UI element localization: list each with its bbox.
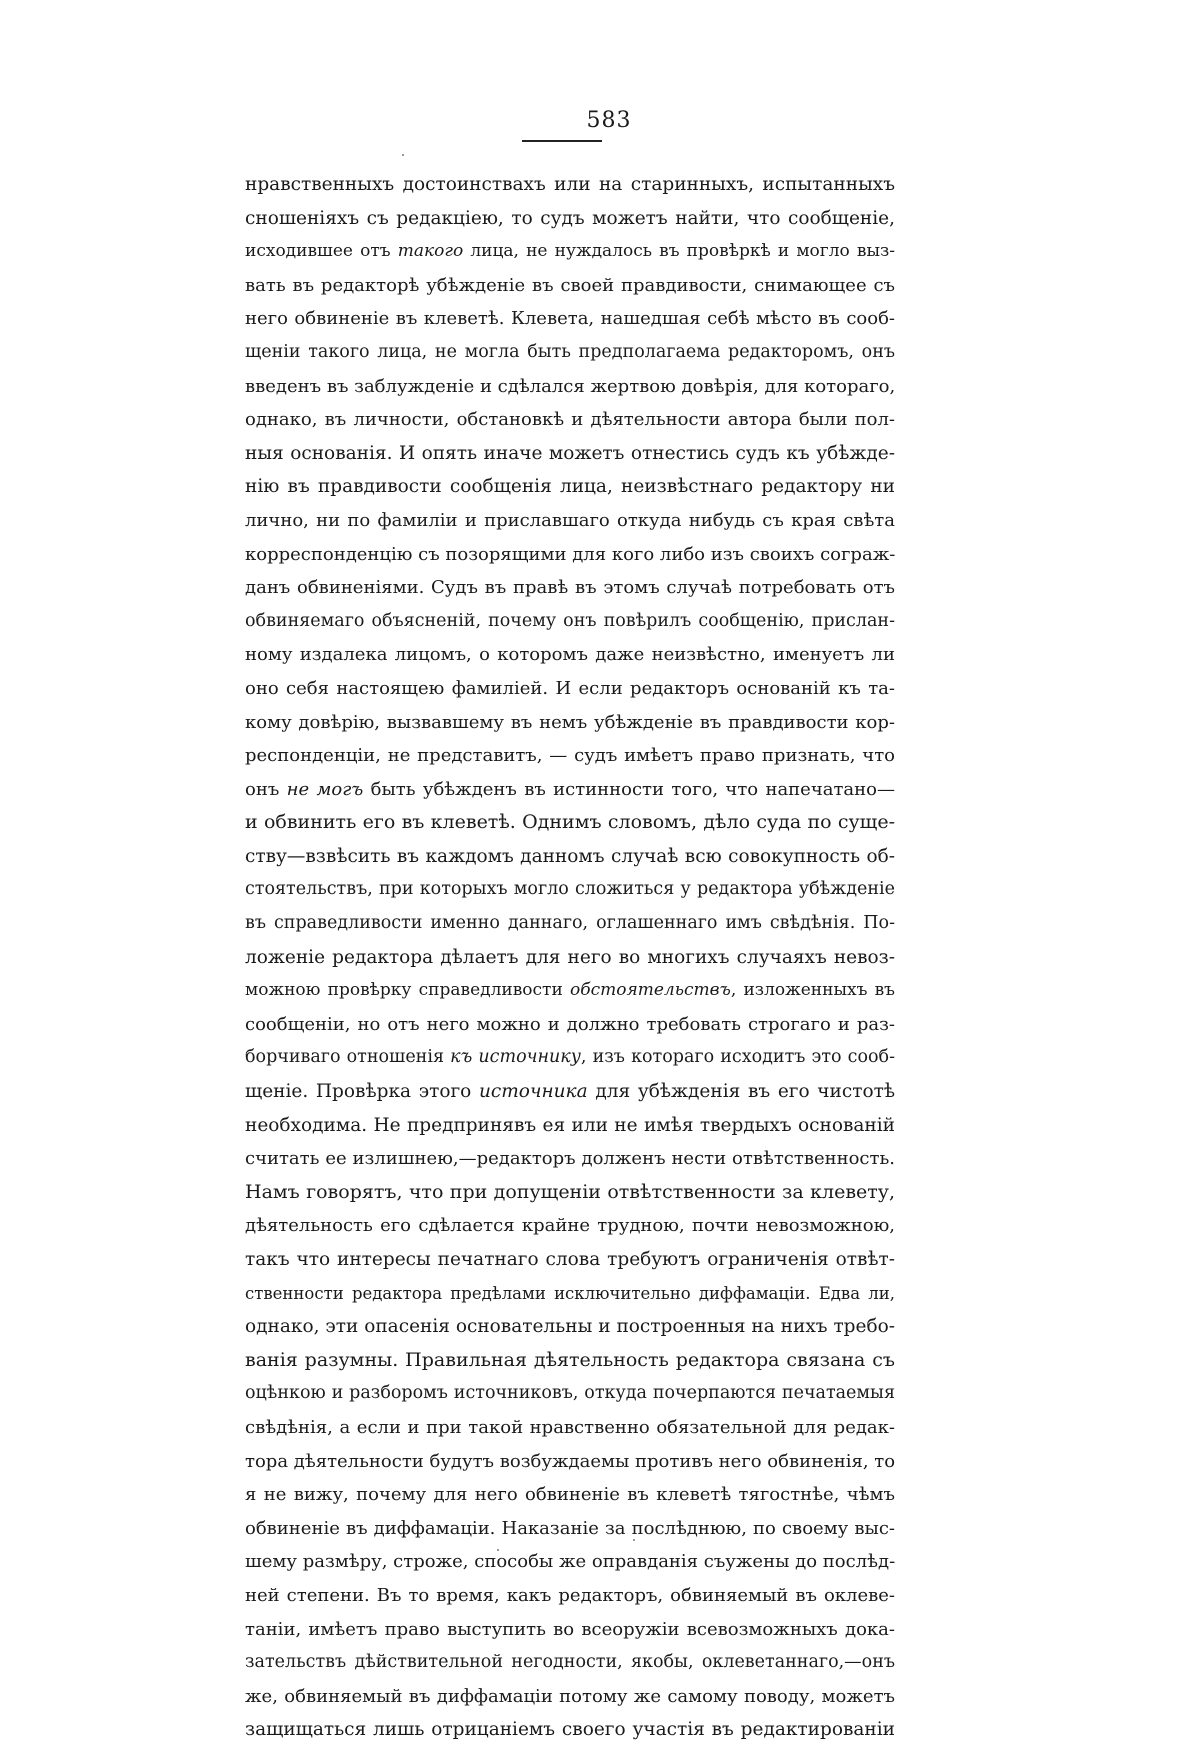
- text-line: [245, 1613, 895, 1647]
- text-line: [245, 1041, 895, 1075]
- italic-run: такого: [397, 241, 464, 262]
- text-run: нравственныхъ достоинствахъ или на старинныхъ, испытанныхъ: [245, 174, 895, 195]
- text-line: [245, 1344, 895, 1378]
- text-line: [245, 706, 895, 740]
- text-line: [245, 336, 895, 370]
- text-line: [245, 437, 895, 471]
- text-run: свѣдѣнія, а если и при такой нравственно обязательной для редак-: [245, 1416, 895, 1438]
- text-line: [245, 1545, 895, 1579]
- text-run: оцѣнкою и разборомъ источниковъ, откуда почерпаются печатаемыя: [245, 1383, 895, 1404]
- text-line: [245, 840, 895, 874]
- print-speck: [633, 1539, 635, 1541]
- text-run: ложеніе редактора дѣлаетъ для него во многихъ случаяхъ невоз-: [245, 946, 895, 968]
- text-line: [245, 806, 895, 840]
- page-number-rule: [522, 140, 602, 142]
- text-line: [245, 1109, 895, 1143]
- text-run: сношеніяхъ съ редакціею, то судъ можетъ найти, что сообщеніе,: [245, 207, 895, 229]
- text-run: дѣятельность его сдѣлается крайне трудною, почти невозможною,: [245, 1215, 895, 1237]
- text-line: [245, 1713, 895, 1747]
- text-line: [245, 269, 895, 303]
- text-run: въ справедливости именно даннаго, оглашеннаго имъ свѣдѣнія. По-: [245, 913, 895, 934]
- text-line: [245, 974, 895, 1008]
- text-run: тора дѣятельности будутъ возбуждаемы противъ него обвиненія, то: [245, 1450, 895, 1472]
- text-run: Намъ говорятъ, что при допущеніи отвѣтственности за клевету,: [245, 1180, 895, 1203]
- text-line: [245, 571, 895, 605]
- text-run: лица, не нуждалось въ провѣркѣ и могло выз-: [463, 241, 895, 262]
- text-run: быть убѣжденъ въ истинности того, что напечатано—: [363, 778, 895, 800]
- text-run: для убѣжденія въ его чистотѣ: [587, 1081, 895, 1103]
- text-line: [245, 1680, 895, 1714]
- text-run: него обвиненіе въ клеветѣ. Клевета, нашедшая себѣ мѣсто въ сооб-: [245, 308, 895, 330]
- text-line: [245, 504, 895, 538]
- text-run: щеніе. Провѣрка этого: [245, 1081, 479, 1103]
- body-text: [245, 168, 895, 1747]
- print-speck: [497, 1549, 499, 1551]
- text-run: ныя основанія. И опять иначе можетъ отнестись судъ къ убѣжде-: [245, 442, 895, 464]
- text-line: [245, 302, 895, 336]
- text-line: [245, 1075, 895, 1109]
- text-run: однако, въ личности, обстановкѣ и дѣятельности автора были пол-: [245, 409, 895, 431]
- text-line: [245, 1243, 895, 1277]
- text-run: обвиняемаго объясненій, почему онъ повѣрилъ сообщенію, прислан-: [245, 610, 895, 631]
- text-run: защищаться лишь отрицаніемъ своего участія въ редактированіи: [245, 1719, 895, 1741]
- text-line: [245, 1277, 895, 1311]
- text-run: считать ее излишнею,—редакторъ долженъ нести отвѣтственность.: [245, 1148, 895, 1170]
- text-line: [245, 672, 895, 706]
- text-run: необходима. Не предпринявъ ея или не имѣя твердыхъ основаній: [245, 1114, 895, 1136]
- text-line: [245, 1176, 895, 1210]
- italic-run: къ источнику: [450, 1047, 581, 1068]
- text-run: респонденціи, не представитъ, — судъ имѣетъ право признать, что: [245, 745, 895, 767]
- text-run: можною провѣрку справедливости: [245, 980, 570, 1001]
- text-line: [245, 1310, 895, 1344]
- page-number: 583: [586, 108, 632, 133]
- text-run: ству—взвѣсить въ каждомъ данномъ случаѣ всю совокупность об-: [245, 845, 895, 867]
- text-run: же, обвиняемый въ диффамаціи потому же самому поводу, можетъ: [245, 1685, 895, 1707]
- text-line: [245, 773, 895, 807]
- text-line: [245, 907, 895, 941]
- text-run: ному издалека лицомъ, о которомъ даже неизвѣстно, именуетъ ли: [245, 644, 895, 666]
- italic-run: источника: [478, 1081, 588, 1103]
- text-run: ственности редактора предѣлами исключительно диффамаціи. Едва ли,: [245, 1283, 895, 1303]
- text-line: [245, 1445, 895, 1479]
- text-line: [245, 1646, 895, 1680]
- text-line: [245, 1008, 895, 1042]
- text-run: и обвинить его въ клеветѣ. Однимъ словомъ, дѣло суда по суще-: [245, 811, 895, 834]
- text-line: [245, 1478, 895, 1512]
- text-line: [245, 538, 895, 572]
- text-run: ней степени. Въ то время, какъ редакторъ, обвиняемый въ оклеве-: [245, 1584, 895, 1606]
- text-run: щеніи такого лица, не могла быть предполагаема редакторомъ, онъ: [245, 341, 895, 362]
- text-line: [245, 739, 895, 773]
- text-line: [245, 168, 895, 202]
- text-line: [245, 1377, 895, 1411]
- text-run: обвиненіе въ диффамаціи. Наказаніе за послѣднюю, по своему выс-: [245, 1517, 895, 1539]
- text-run: ванія разумны. Правильная дѣятельность редактора связана съ: [245, 1348, 895, 1371]
- text-run: зательствъ дѣйствительной негодности, якобы, оклеветаннаго,—онъ: [245, 1652, 895, 1673]
- text-run: кому довѣрію, вызвавшему въ немъ убѣжденіе въ правдивости кор-: [245, 711, 895, 733]
- text-run: таніи, имѣетъ право выступить во всеоружіи всевозможныхъ дока-: [245, 1618, 895, 1640]
- italic-run: не могъ: [286, 778, 364, 800]
- text-run: нію въ правдивости сообщенія лица, неизвѣстнаго редактору ни: [245, 476, 895, 498]
- text-run: я не вижу, почему для него обвиненіе въ клеветѣ тягостнѣе, чѣмъ: [245, 1484, 895, 1506]
- text-line: [245, 941, 895, 975]
- text-run: введенъ въ заблужденіе и сдѣлался жертвою довѣрія, для котораго,: [245, 375, 895, 397]
- text-line: [245, 1512, 895, 1546]
- text-run: , изъ котораго исходитъ это сооб-: [580, 1047, 895, 1068]
- text-line: [245, 370, 895, 404]
- text-run: сообщеніи, но отъ него можно и должно требовать строгаго и раз-: [245, 1013, 895, 1035]
- text-run: такъ что интересы печатнаго слова требуютъ ограниченія отвѣт-: [245, 1249, 895, 1270]
- text-run: борчиваго отношенія: [245, 1047, 451, 1068]
- italic-run: обстоятельствъ: [570, 980, 731, 1001]
- text-line: [245, 605, 895, 639]
- text-line: [245, 235, 895, 269]
- text-run: данъ обвиненіями. Судъ въ правѣ въ этомъ случаѣ потребовать отъ: [245, 577, 895, 599]
- print-speck: [402, 154, 404, 156]
- text-line: [245, 470, 895, 504]
- text-run: исходившее отъ: [245, 241, 398, 262]
- text-line: [245, 873, 895, 907]
- text-run: оно себя настоящею фамиліей. И если редакторъ основаній къ та-: [245, 677, 895, 699]
- text-run: шему размѣру, строже, способы же оправданія съужены до послѣд-: [245, 1551, 895, 1573]
- text-run: корреспонденцію съ позорящими для кого либо изъ своихъ сограж-: [245, 543, 895, 565]
- text-run: , изложенныхъ въ: [730, 980, 895, 1001]
- text-line: [245, 1411, 895, 1445]
- text-run: вать въ редакторѣ убѣжденіе въ своей правдивости, снимающее съ: [245, 274, 895, 296]
- text-line: [245, 202, 895, 236]
- text-line: [245, 403, 895, 437]
- text-run: однако, эти опасенія основательны и построенныя на нихъ требо-: [245, 1316, 895, 1338]
- text-run: онъ: [245, 778, 287, 800]
- text-line: [245, 638, 895, 672]
- text-run: лично, ни по фамиліи и приславшаго откуда нибудь съ края свѣта: [245, 509, 895, 531]
- text-line: [245, 1209, 895, 1243]
- text-line: [245, 1142, 895, 1176]
- text-line: [245, 1579, 895, 1613]
- text-run: стоятельствъ, при которыхъ могло сложиться у редактора убѣжденіе: [245, 879, 895, 900]
